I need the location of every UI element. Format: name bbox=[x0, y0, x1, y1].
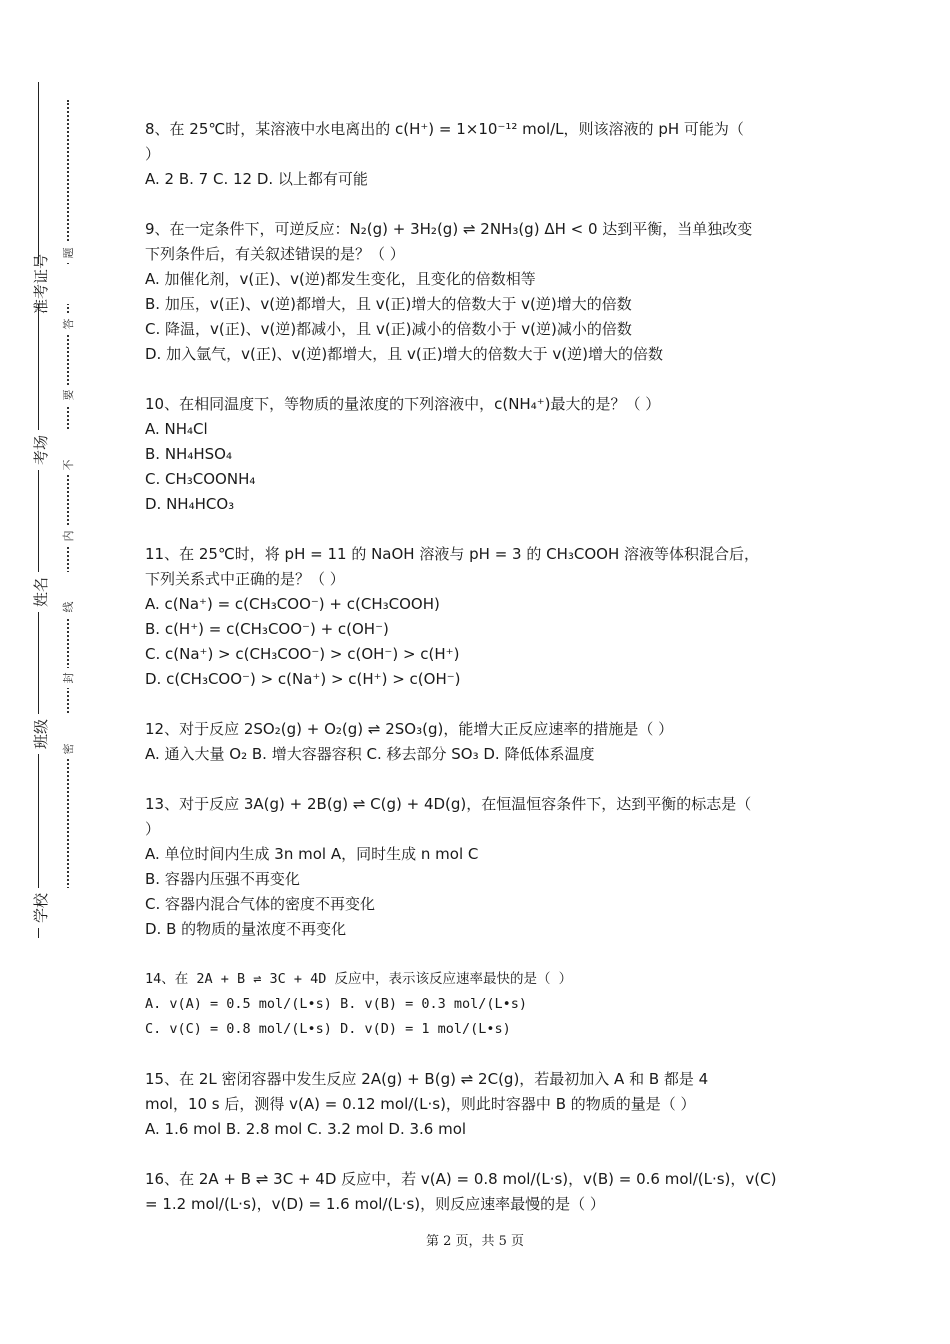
option-c: C. c(Na⁺) > c(CH₃COO⁻) > c(OH⁻) > c(H⁺) bbox=[145, 645, 460, 663]
option-a: A. 单位时间内生成 3n mol A，同时生成 n mol C bbox=[145, 845, 479, 863]
question-options: A. 2 B. 7 C. 12 D. 以上都有可能 bbox=[145, 170, 368, 188]
option-c: C. 降温，v(正)、v(逆)都减小，且 v(正)减小的倍数小于 v(逆)减小的倍数 bbox=[145, 320, 632, 338]
seal-char: 不 bbox=[58, 455, 78, 475]
question-stem: 13、对于反应 3A(g) + 2B(g) ⇌ C(g) + 4D(g)，在恒温恒容条件下，达到平衡的标志是（ bbox=[145, 795, 752, 813]
seal-char: 内 bbox=[58, 526, 78, 546]
question-12 bbox=[145, 717, 815, 767]
option-d: D. B 的物质的量浓度不再变化 bbox=[145, 920, 347, 938]
class-label: 班级 bbox=[10, 714, 70, 754]
question-stem: 9、在一定条件下，可逆反应：N₂(g) + 3H₂(g) ⇌ 2NH₃(g) ΔH < 0 达到平衡，当单独改变 bbox=[145, 220, 753, 238]
question-stem: = 1.2 mol/(L·s)，v(D) = 1.6 mol/(L·s)，则反应速率最慢的是（ ） bbox=[145, 1195, 605, 1213]
option-a: A. c(Na⁺) = c(CH₃COO⁻) + c(CH₃COOH) bbox=[145, 595, 440, 613]
option-b: B. NH₄HSO₄ bbox=[145, 445, 232, 463]
question-9 bbox=[145, 217, 815, 367]
question-stem: ） bbox=[145, 820, 161, 838]
seal-char: 密 bbox=[58, 739, 78, 759]
seal-char: 线 bbox=[58, 597, 78, 617]
question-8 bbox=[145, 117, 815, 192]
fill-in-line bbox=[38, 82, 39, 938]
question-stem: 12、对于反应 2SO₂(g) + O₂(g) ⇌ 2SO₃(g)，能增大正反应速率的措施是（ ） bbox=[145, 720, 674, 738]
school-label: 学校 bbox=[10, 888, 70, 928]
question-stem: mol，10 s 后，测得 v(A) = 0.12 mol/(L·s)，则此时容器中 B 的物质的量是（ ） bbox=[145, 1095, 696, 1113]
option-d: D. 加入氩气，v(正)、v(逆)都增大，且 v(正)增大的倍数大于 v(逆)增大的倍数 bbox=[145, 345, 663, 363]
question-list bbox=[145, 117, 815, 1242]
question-15 bbox=[145, 1067, 815, 1142]
question-16 bbox=[145, 1167, 815, 1217]
question-stem: 下列条件后，有关叙述错误的是？（ ） bbox=[145, 245, 405, 263]
seal-char: 题 bbox=[58, 243, 78, 263]
student-name-label: 姓名 bbox=[10, 572, 70, 612]
question-options: A. v(A) = 0.5 mol/(L•s) B. v(B) = 0.3 mol/(L•s) bbox=[145, 996, 528, 1012]
question-stem: 下列关系式中正确的是？（ ） bbox=[145, 570, 345, 588]
seal-char: 封 bbox=[58, 668, 78, 688]
question-options: C. v(C) = 0.8 mol/(L•s) D. v(D) = 1 mol/(L•s) bbox=[145, 1021, 511, 1037]
question-options: A. 1.6 mol B. 2.8 mol C. 3.2 mol D. 3.6 mol bbox=[145, 1120, 467, 1138]
question-stem: ） bbox=[145, 145, 161, 163]
exam-room-label: 考场 bbox=[10, 430, 70, 470]
question-stem: 15、在 2L 密闭容器中发生反应 2A(g) + B(g) ⇌ 2C(g)，若最初加入 A 和 B 都是 4 bbox=[145, 1070, 709, 1088]
option-d: D. c(CH₃COO⁻) > c(Na⁺) > c(H⁺) > c(OH⁻) bbox=[145, 670, 461, 688]
question-stem: 14、在 2A + B ⇌ 3C + 4D 反应中，表示该反应速率最快的是（ ） bbox=[145, 971, 573, 987]
question-14 bbox=[145, 967, 815, 1042]
question-stem: 10、在相同温度下，等物质的量浓度的下列溶液中，c(NH₄⁺)最大的是？（ ） bbox=[145, 395, 661, 413]
question-stem: 8、在 25℃时，某溶液中水电离出的 c(H⁺) = 1×10⁻¹² mol/L，则该溶液的 pH 可能为（ bbox=[145, 120, 744, 138]
option-a: A. NH₄Cl bbox=[145, 420, 208, 438]
option-b: B. c(H⁺) = c(CH₃COO⁻) + c(OH⁻) bbox=[145, 620, 389, 638]
option-a: A. 加催化剂，v(正)、v(逆)都发生变化，且变化的倍数相等 bbox=[145, 270, 536, 288]
question-options: A. 通入大量 O₂ B. 增大容器容积 C. 移去部分 SO₃ D. 降低体系温度 bbox=[145, 745, 595, 763]
binding-margin bbox=[0, 0, 120, 1344]
question-stem: 11、在 25℃时，将 pH = 11 的 NaOH 溶液与 pH = 3 的 CH₃COOH 溶液等体积混合后， bbox=[145, 545, 760, 563]
exam-id-label: 准考证号 bbox=[10, 264, 70, 304]
seal-dotted-line bbox=[67, 100, 69, 908]
seal-char: 要 bbox=[58, 385, 78, 405]
option-c: C. CH₃COONH₄ bbox=[145, 470, 256, 488]
question-10 bbox=[145, 392, 815, 517]
option-b: B. 加压，v(正)、v(逆)都增大，且 v(正)增大的倍数大于 v(逆)增大的倍数 bbox=[145, 295, 632, 313]
option-b: B. 容器内压强不再变化 bbox=[145, 870, 300, 888]
page-number: 第 2 页，共 5 页 bbox=[425, 1234, 525, 1249]
question-stem: 16、在 2A + B ⇌ 3C + 4D 反应中，若 v(A) = 0.8 mol/(L·s)，v(B) = 0.6 mol/(L·s)，v(C) bbox=[145, 1170, 777, 1188]
option-c: C. 容器内混合气体的密度不再变化 bbox=[145, 895, 376, 913]
seal-char: 答 bbox=[58, 314, 78, 334]
question-13 bbox=[145, 792, 815, 942]
option-d: D. NH₄HCO₃ bbox=[145, 495, 235, 513]
question-11 bbox=[145, 542, 815, 692]
